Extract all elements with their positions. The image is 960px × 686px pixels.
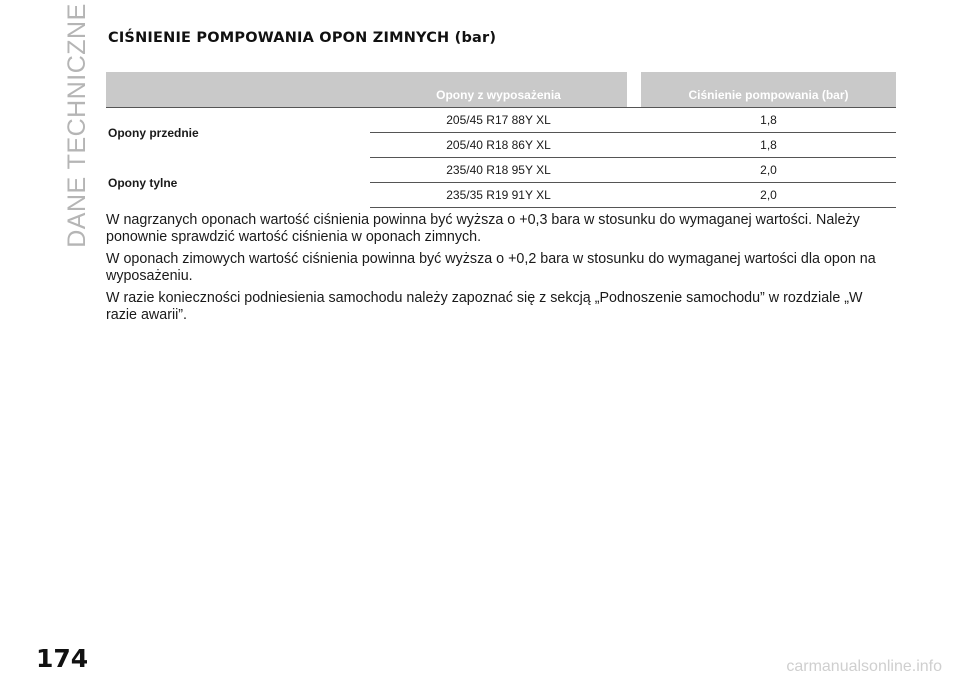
pressure-cell: 2,0: [641, 183, 896, 208]
tyre-size-cell: 235/35 R19 91Y XL: [370, 183, 627, 208]
gap-cell: [627, 158, 641, 183]
header-gap: [627, 72, 641, 108]
notes: [106, 212, 896, 324]
section-title: CIŚNIENIE POMPOWANIA OPON ZIMNYCH (bar): [108, 30, 497, 46]
tyre-size-cell: 205/40 R18 86Y XL: [370, 133, 627, 158]
pressure-cell: 1,8: [641, 108, 896, 133]
header-tyres: Opony z wyposażenia: [370, 72, 627, 108]
gap-cell: [627, 133, 641, 158]
tyre-size-cell: 205/45 R17 88Y XL: [370, 108, 627, 133]
group-label-rear: Opony tylne: [108, 175, 178, 190]
tyre-pressure-table: [106, 72, 896, 208]
pressure-cell: 2,0: [641, 158, 896, 183]
header-empty-cell: [106, 72, 370, 108]
table-row: [106, 108, 896, 133]
gap-cell: [627, 183, 641, 208]
note-paragraph: W nagrzanych oponach wartość ciśnienia powinna być wyższa o +0,3 bara w stosunku do wymaganej wartości. Należy ponownie sprawdzić wartość ciśnienia w oponach zimnych.: [106, 212, 860, 245]
pressure-cell: 1,8: [641, 133, 896, 158]
page-number: 174: [36, 644, 89, 673]
note-paragraph: W oponach zimowych wartość ciśnienia powinna być wyższa o +0,2 bara w stosunku do wymaganej wartości dla opon na wyposażeniu.: [106, 251, 876, 284]
header-pressure: Ciśnienie pompowania (bar): [641, 72, 896, 108]
chapter-side-title: [54, 0, 100, 250]
group-label-front: Opony przednie: [108, 125, 199, 140]
main-content: [106, 30, 896, 329]
gap-cell: [627, 108, 641, 133]
table-header-row: [106, 72, 896, 108]
chapter-side-title-text: DANE TECHNICZNE: [62, 2, 91, 248]
tyre-size-cell: 235/40 R18 95Y XL: [370, 158, 627, 183]
table-row: [106, 158, 896, 183]
note-paragraph: W razie konieczności podniesienia samochodu należy zapoznać się z sekcją „Podnoszenie samochodu” w rozdziale „W razie awarii”.: [106, 290, 863, 323]
watermark: carmanualsonline.info: [786, 658, 942, 675]
